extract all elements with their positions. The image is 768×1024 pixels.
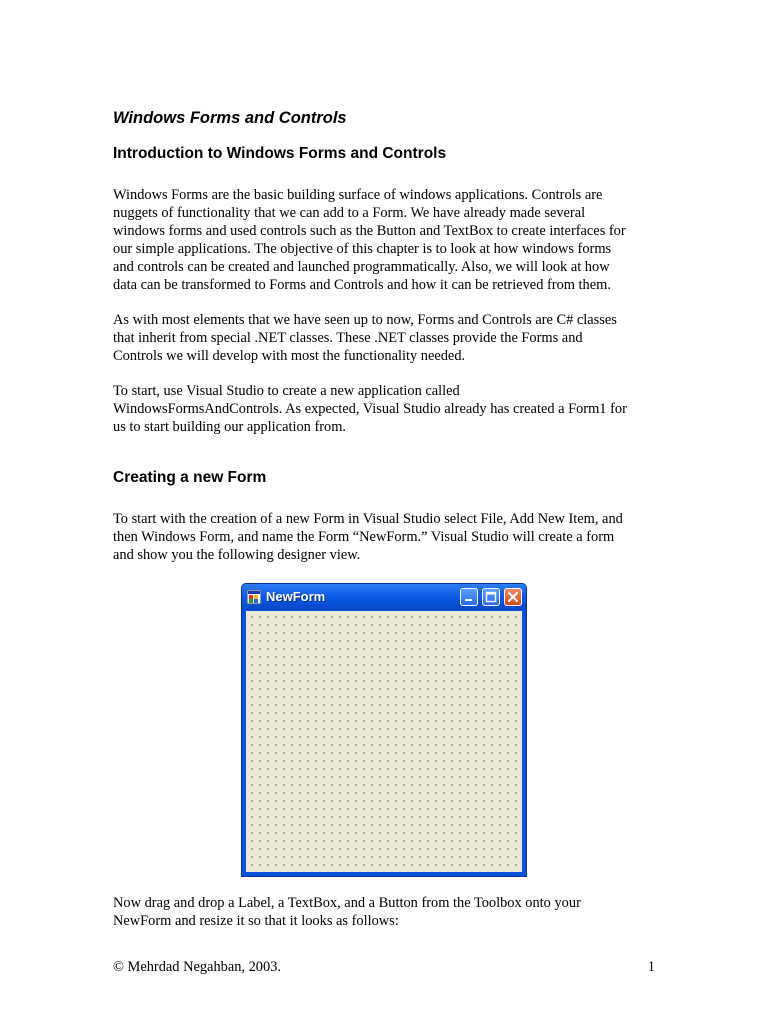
paragraph-line: nuggets of functionality that we can add to a Form. We have already made several xyxy=(113,205,586,221)
form-titlebar xyxy=(242,584,526,610)
paragraph-line: us to start building our application from. xyxy=(113,419,347,435)
paragraph-line: Windows Forms are the basic building surface of windows applications. Controls are xyxy=(113,187,603,203)
designer-form-window xyxy=(241,583,527,877)
paragraph-create-form xyxy=(113,510,658,564)
form-design-surface[interactable] xyxy=(246,611,522,872)
paragraph-drag-drop xyxy=(113,894,658,930)
maximize-button[interactable] xyxy=(482,588,500,606)
paragraph-line: that inherit from special .NET classes. These .NET classes provide the Forms and xyxy=(113,330,583,346)
minimize-icon xyxy=(461,589,477,605)
paragraph-line: Now drag and drop a Label, a TextBox, and a Button from the Toolbox onto your xyxy=(113,895,581,911)
section-heading-new-form: Creating a new Form xyxy=(113,469,267,486)
paragraph-intro xyxy=(113,186,658,294)
paragraph-line: NewForm and resize it so that it looks as follows: xyxy=(113,913,399,929)
paragraph-line: our simple applications. The objective of this chapter is to look at how windows forms xyxy=(113,241,612,257)
close-button[interactable] xyxy=(504,588,522,606)
paragraph-line: As with most elements that we have seen up to now, Forms and Controls are C# classes xyxy=(113,312,617,328)
section-heading-introduction: Introduction to Windows Forms and Controls xyxy=(113,145,447,162)
document-title: Windows Forms and Controls xyxy=(113,109,347,127)
paragraph-line: data can be transformed to Forms and Controls and how it can be retrieved from them. xyxy=(113,277,611,293)
close-icon xyxy=(505,589,521,605)
footer-copyright: © Mehrdad Negahban, 2003. xyxy=(113,959,281,975)
minimize-button[interactable] xyxy=(460,588,478,606)
paragraph-line: and show you the following designer view. xyxy=(113,547,361,563)
form-window-title: NewForm xyxy=(266,589,326,604)
paragraph-classes xyxy=(113,311,658,365)
paragraph-line: WindowsFormsAndControls. As expected, Visual Studio already has created a Form1 for xyxy=(113,401,627,417)
paragraph-line: windows forms and used controls such as the Button and TextBox to create interfaces for xyxy=(113,223,626,239)
paragraph-line: then Windows Form, and name the Form “NewForm.” Visual Studio will create a form xyxy=(113,529,615,545)
paragraph-line: Controls we will develop with most the functionality needed. xyxy=(113,348,466,364)
paragraph-line: To start with the creation of a new Form in Visual Studio select File, Add New Item, and xyxy=(113,511,623,527)
form-app-icon xyxy=(247,590,261,604)
page-number: 1 xyxy=(647,959,655,975)
maximize-icon xyxy=(483,589,499,605)
paragraph-line: and controls can be created and launched programmatically. Also, we will look at how xyxy=(113,259,610,275)
paragraph-start xyxy=(113,382,658,436)
paragraph-line: To start, use Visual Studio to create a new application called xyxy=(113,383,460,399)
